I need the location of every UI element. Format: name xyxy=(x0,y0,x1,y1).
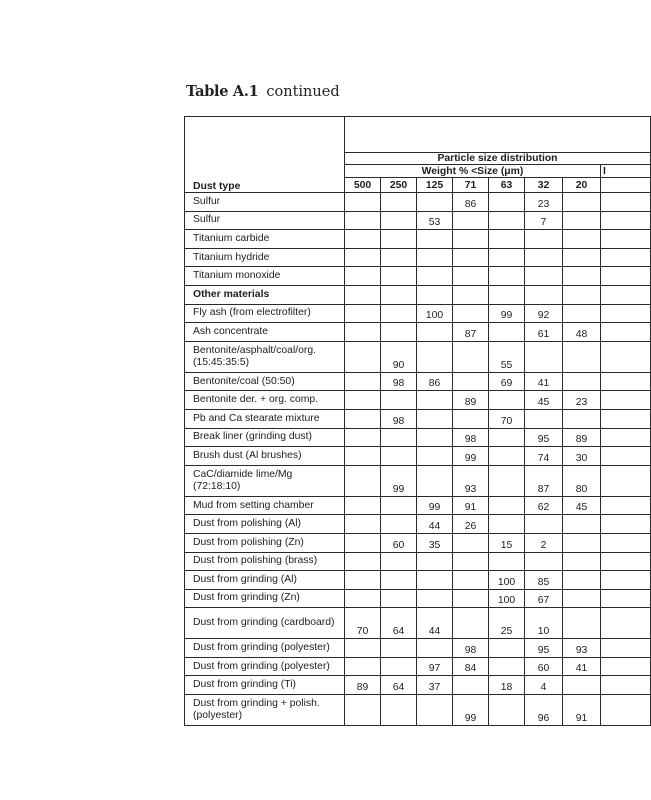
value-cell xyxy=(381,248,417,267)
value-cell: 91 xyxy=(453,496,489,515)
dust-type-cell: CaC/diamide lime/Mg (72:18:10) xyxy=(185,465,345,496)
extra-col-cell xyxy=(601,589,651,608)
section-row xyxy=(185,285,651,304)
value-cell xyxy=(345,447,381,466)
value-cell xyxy=(417,552,453,571)
value-cell xyxy=(381,323,417,342)
table-row xyxy=(185,211,651,230)
dust-type-cell: Titanium hydride xyxy=(185,248,345,267)
value-cell xyxy=(381,447,417,466)
value-cell: 62 xyxy=(525,496,563,515)
value-cell xyxy=(345,372,381,391)
value-cell: 98 xyxy=(381,372,417,391)
extra-col-cell xyxy=(601,409,651,428)
value-cell: 70 xyxy=(345,608,381,639)
value-cell xyxy=(489,230,525,249)
extra-col-cell xyxy=(601,695,651,726)
extra-col-cell xyxy=(601,267,651,286)
value-cell xyxy=(563,409,601,428)
dust-type-cell: Sulfur xyxy=(185,193,345,212)
value-cell xyxy=(563,372,601,391)
dust-type-cell: Ash concentrate xyxy=(185,323,345,342)
value-cell xyxy=(489,285,525,304)
dust-type-cell: Break liner (grinding dust) xyxy=(185,428,345,447)
value-cell xyxy=(489,248,525,267)
value-cell: 7 xyxy=(525,211,563,230)
value-cell xyxy=(489,267,525,286)
table-row xyxy=(185,552,651,571)
value-cell xyxy=(345,267,381,286)
table-row xyxy=(185,267,651,286)
extra-col-cell xyxy=(601,608,651,639)
value-cell xyxy=(381,515,417,534)
value-cell: 4 xyxy=(525,676,563,695)
value-cell xyxy=(345,639,381,658)
value-cell: 64 xyxy=(381,676,417,695)
value-cell xyxy=(453,248,489,267)
size-header-500: 500 xyxy=(345,178,381,193)
value-cell xyxy=(381,267,417,286)
extra-col-cell xyxy=(601,552,651,571)
value-cell: 99 xyxy=(489,304,525,323)
value-cell xyxy=(563,341,601,372)
value-cell xyxy=(453,211,489,230)
value-cell xyxy=(525,515,563,534)
value-cell xyxy=(453,409,489,428)
table-body xyxy=(185,193,651,726)
value-cell xyxy=(417,695,453,726)
caption-text: continued xyxy=(266,84,340,100)
value-cell xyxy=(345,285,381,304)
dust-type-cell: Dust from grinding (cardboard) xyxy=(185,608,345,639)
value-cell xyxy=(525,248,563,267)
value-cell xyxy=(453,230,489,249)
value-cell xyxy=(563,515,601,534)
value-cell xyxy=(489,639,525,658)
extra-col-cell xyxy=(601,515,651,534)
value-cell: 45 xyxy=(563,496,601,515)
value-cell xyxy=(563,211,601,230)
table-row xyxy=(185,571,651,590)
value-cell xyxy=(525,285,563,304)
value-cell xyxy=(345,230,381,249)
value-cell xyxy=(563,571,601,590)
value-cell: 87 xyxy=(453,323,489,342)
value-cell: 18 xyxy=(489,676,525,695)
value-cell: 89 xyxy=(563,428,601,447)
value-cell xyxy=(417,639,453,658)
dust-type-cell: Bentonite der. + org. comp. xyxy=(185,391,345,410)
value-cell xyxy=(563,676,601,695)
value-cell: 100 xyxy=(489,571,525,590)
value-cell: 64 xyxy=(381,608,417,639)
value-cell xyxy=(381,657,417,676)
value-cell xyxy=(563,608,601,639)
value-cell: 35 xyxy=(417,533,453,552)
particle-size-table xyxy=(184,116,651,726)
value-cell xyxy=(345,552,381,571)
value-cell xyxy=(453,589,489,608)
value-cell: 99 xyxy=(453,447,489,466)
dust-type-cell: Sulfur xyxy=(185,211,345,230)
extra-col-cell xyxy=(601,676,651,695)
value-cell: 99 xyxy=(417,496,453,515)
table-row xyxy=(185,323,651,342)
value-cell xyxy=(453,533,489,552)
size-header-63: 63 xyxy=(489,178,525,193)
value-cell xyxy=(345,391,381,410)
dust-type-cell: Mud from setting chamber xyxy=(185,496,345,515)
value-cell xyxy=(453,341,489,372)
value-cell: 70 xyxy=(489,409,525,428)
value-cell xyxy=(417,248,453,267)
value-cell: 41 xyxy=(563,657,601,676)
extra-col-partial-header: I xyxy=(601,165,651,178)
value-cell: 67 xyxy=(525,589,563,608)
table-row xyxy=(185,248,651,267)
value-cell xyxy=(345,341,381,372)
value-cell: 86 xyxy=(453,193,489,212)
value-cell: 92 xyxy=(525,304,563,323)
value-cell xyxy=(489,515,525,534)
extra-col-cell xyxy=(601,391,651,410)
extra-col-cell xyxy=(601,571,651,590)
dust-type-cell: Dust from polishing (Al) xyxy=(185,515,345,534)
value-cell xyxy=(489,496,525,515)
value-cell xyxy=(563,248,601,267)
value-cell: 98 xyxy=(453,639,489,658)
value-cell xyxy=(345,428,381,447)
value-cell xyxy=(563,267,601,286)
extra-col-cell xyxy=(601,657,651,676)
value-cell: 90 xyxy=(381,341,417,372)
table-caption xyxy=(186,83,340,100)
size-header-125: 125 xyxy=(417,178,453,193)
table-row xyxy=(185,639,651,658)
value-cell: 100 xyxy=(417,304,453,323)
extra-col-cell xyxy=(601,323,651,342)
size-header-250: 250 xyxy=(381,178,417,193)
value-cell xyxy=(489,657,525,676)
value-cell: 55 xyxy=(489,341,525,372)
value-cell xyxy=(489,695,525,726)
value-cell xyxy=(381,496,417,515)
value-cell xyxy=(489,447,525,466)
value-cell xyxy=(453,571,489,590)
table-row xyxy=(185,409,651,428)
value-cell xyxy=(345,515,381,534)
value-cell: 95 xyxy=(525,428,563,447)
value-cell xyxy=(345,323,381,342)
extra-col-cell xyxy=(601,428,651,447)
dust-type-cell: Dust from grinding (Al) xyxy=(185,571,345,590)
value-cell: 61 xyxy=(525,323,563,342)
value-cell xyxy=(381,211,417,230)
value-cell xyxy=(417,571,453,590)
value-cell xyxy=(417,409,453,428)
table-row xyxy=(185,589,651,608)
extra-col-cell xyxy=(601,447,651,466)
table-row xyxy=(185,515,651,534)
size-header-20: 20 xyxy=(563,178,601,193)
value-cell xyxy=(345,409,381,428)
value-cell: 41 xyxy=(525,372,563,391)
value-cell xyxy=(563,533,601,552)
extra-col-cell xyxy=(601,285,651,304)
value-cell: 44 xyxy=(417,608,453,639)
value-cell xyxy=(417,447,453,466)
value-cell: 91 xyxy=(563,695,601,726)
value-cell: 44 xyxy=(417,515,453,534)
dust-type-cell: Other materials xyxy=(185,285,345,304)
value-cell xyxy=(345,571,381,590)
value-cell: 48 xyxy=(563,323,601,342)
value-cell xyxy=(525,230,563,249)
extra-col-cell xyxy=(601,304,651,323)
size-header-32: 32 xyxy=(525,178,563,193)
dust-type-cell: Dust from polishing (brass) xyxy=(185,552,345,571)
value-cell xyxy=(381,391,417,410)
value-cell xyxy=(525,409,563,428)
value-cell xyxy=(563,589,601,608)
table-row xyxy=(185,391,651,410)
extra-col-cell xyxy=(601,193,651,212)
dust-type-cell: Dust from grinding (Zn) xyxy=(185,589,345,608)
value-cell: 2 xyxy=(525,533,563,552)
value-cell xyxy=(417,193,453,212)
table-row xyxy=(185,193,651,212)
value-cell xyxy=(453,285,489,304)
value-cell xyxy=(525,267,563,286)
value-cell xyxy=(453,372,489,391)
value-cell xyxy=(525,341,563,372)
value-cell xyxy=(345,589,381,608)
value-cell: 74 xyxy=(525,447,563,466)
value-cell xyxy=(453,304,489,323)
table-row xyxy=(185,428,651,447)
value-cell xyxy=(489,193,525,212)
value-cell: 60 xyxy=(381,533,417,552)
value-cell: 95 xyxy=(525,639,563,658)
value-cell xyxy=(381,230,417,249)
value-cell: 60 xyxy=(525,657,563,676)
table-row xyxy=(185,341,651,372)
value-cell xyxy=(345,193,381,212)
value-cell xyxy=(345,465,381,496)
value-cell xyxy=(453,552,489,571)
table-container xyxy=(184,116,619,725)
value-cell: 23 xyxy=(563,391,601,410)
value-cell xyxy=(381,589,417,608)
value-cell: 45 xyxy=(525,391,563,410)
extra-col-cell xyxy=(601,639,651,658)
value-cell xyxy=(453,608,489,639)
value-cell: 99 xyxy=(453,695,489,726)
dust-type-cell: Bentonite/asphalt/coal/org. (15:45:35:5) xyxy=(185,341,345,372)
value-cell: 87 xyxy=(525,465,563,496)
value-cell xyxy=(489,323,525,342)
value-cell: 97 xyxy=(417,657,453,676)
value-cell xyxy=(563,552,601,571)
value-cell xyxy=(345,248,381,267)
value-cell xyxy=(417,323,453,342)
value-cell: 37 xyxy=(417,676,453,695)
weight-header: Weight % <Size (μm) xyxy=(345,165,601,178)
value-cell: 93 xyxy=(563,639,601,658)
value-cell xyxy=(563,230,601,249)
value-cell xyxy=(417,341,453,372)
value-cell: 80 xyxy=(563,465,601,496)
value-cell xyxy=(489,465,525,496)
value-cell xyxy=(345,304,381,323)
value-cell: 10 xyxy=(525,608,563,639)
value-cell xyxy=(381,695,417,726)
table-row xyxy=(185,608,651,639)
extra-col-cell xyxy=(601,230,651,249)
size-header-71: 71 xyxy=(453,178,489,193)
value-cell: 15 xyxy=(489,533,525,552)
value-cell: 98 xyxy=(381,409,417,428)
table-row xyxy=(185,465,651,496)
value-cell xyxy=(345,496,381,515)
dust-type-cell: Dust from grinding (Ti) xyxy=(185,676,345,695)
value-cell xyxy=(381,571,417,590)
value-cell: 96 xyxy=(525,695,563,726)
value-cell xyxy=(417,285,453,304)
value-cell xyxy=(381,193,417,212)
value-cell: 85 xyxy=(525,571,563,590)
value-cell xyxy=(417,428,453,447)
table-row xyxy=(185,304,651,323)
table-row xyxy=(185,657,651,676)
value-cell xyxy=(489,428,525,447)
dust-type-cell: Dust from grinding + polish. (polyester) xyxy=(185,695,345,726)
dust-type-cell: Dust from grinding (polyester) xyxy=(185,657,345,676)
value-cell xyxy=(453,676,489,695)
size-header-extra xyxy=(601,178,651,193)
extra-col-cell xyxy=(601,465,651,496)
caption-label: Table A.1 xyxy=(186,83,259,100)
value-cell xyxy=(563,304,601,323)
table-row xyxy=(185,676,651,695)
value-cell xyxy=(417,267,453,286)
extra-col-cell xyxy=(601,341,651,372)
table-row xyxy=(185,695,651,726)
value-cell xyxy=(525,552,563,571)
value-cell xyxy=(381,552,417,571)
value-cell: 25 xyxy=(489,608,525,639)
table-row xyxy=(185,496,651,515)
value-cell xyxy=(417,391,453,410)
value-cell xyxy=(345,533,381,552)
value-cell xyxy=(563,193,601,212)
header-blank xyxy=(345,117,651,153)
value-cell xyxy=(381,428,417,447)
dust-type-cell: Fly ash (from electrofilter) xyxy=(185,304,345,323)
extra-col-cell xyxy=(601,211,651,230)
table-row xyxy=(185,230,651,249)
value-cell: 86 xyxy=(417,372,453,391)
value-cell xyxy=(453,267,489,286)
dust-type-cell: Pb and Ca stearate mixture xyxy=(185,409,345,428)
value-cell xyxy=(345,695,381,726)
value-cell: 93 xyxy=(453,465,489,496)
extra-col-cell xyxy=(601,372,651,391)
value-cell: 53 xyxy=(417,211,453,230)
extra-col-cell xyxy=(601,496,651,515)
value-cell xyxy=(381,285,417,304)
table-row xyxy=(185,533,651,552)
dust-type-header: Dust type xyxy=(185,117,345,193)
value-cell: 89 xyxy=(345,676,381,695)
value-cell: 23 xyxy=(525,193,563,212)
value-cell xyxy=(417,465,453,496)
table-row xyxy=(185,372,651,391)
value-cell xyxy=(381,639,417,658)
extra-col-cell xyxy=(601,248,651,267)
value-cell: 30 xyxy=(563,447,601,466)
dust-type-cell: Brush dust (Al brushes) xyxy=(185,447,345,466)
dust-type-cell: Bentonite/coal (50:50) xyxy=(185,372,345,391)
dust-type-cell: Dust from polishing (Zn) xyxy=(185,533,345,552)
value-cell xyxy=(563,285,601,304)
value-cell: 100 xyxy=(489,589,525,608)
value-cell xyxy=(489,552,525,571)
dust-type-cell: Titanium monoxide xyxy=(185,267,345,286)
value-cell xyxy=(417,230,453,249)
value-cell: 99 xyxy=(381,465,417,496)
value-cell xyxy=(345,211,381,230)
value-cell: 26 xyxy=(453,515,489,534)
dust-type-cell: Titanium carbide xyxy=(185,230,345,249)
value-cell: 69 xyxy=(489,372,525,391)
dust-type-cell: Dust from grinding (polyester) xyxy=(185,639,345,658)
value-cell: 98 xyxy=(453,428,489,447)
value-cell xyxy=(417,589,453,608)
value-cell xyxy=(489,391,525,410)
table-row xyxy=(185,447,651,466)
value-cell: 84 xyxy=(453,657,489,676)
extra-col-cell xyxy=(601,533,651,552)
value-cell xyxy=(489,211,525,230)
value-cell xyxy=(345,657,381,676)
value-cell: 89 xyxy=(453,391,489,410)
distribution-header: Particle size distribution xyxy=(345,153,651,165)
value-cell xyxy=(381,304,417,323)
